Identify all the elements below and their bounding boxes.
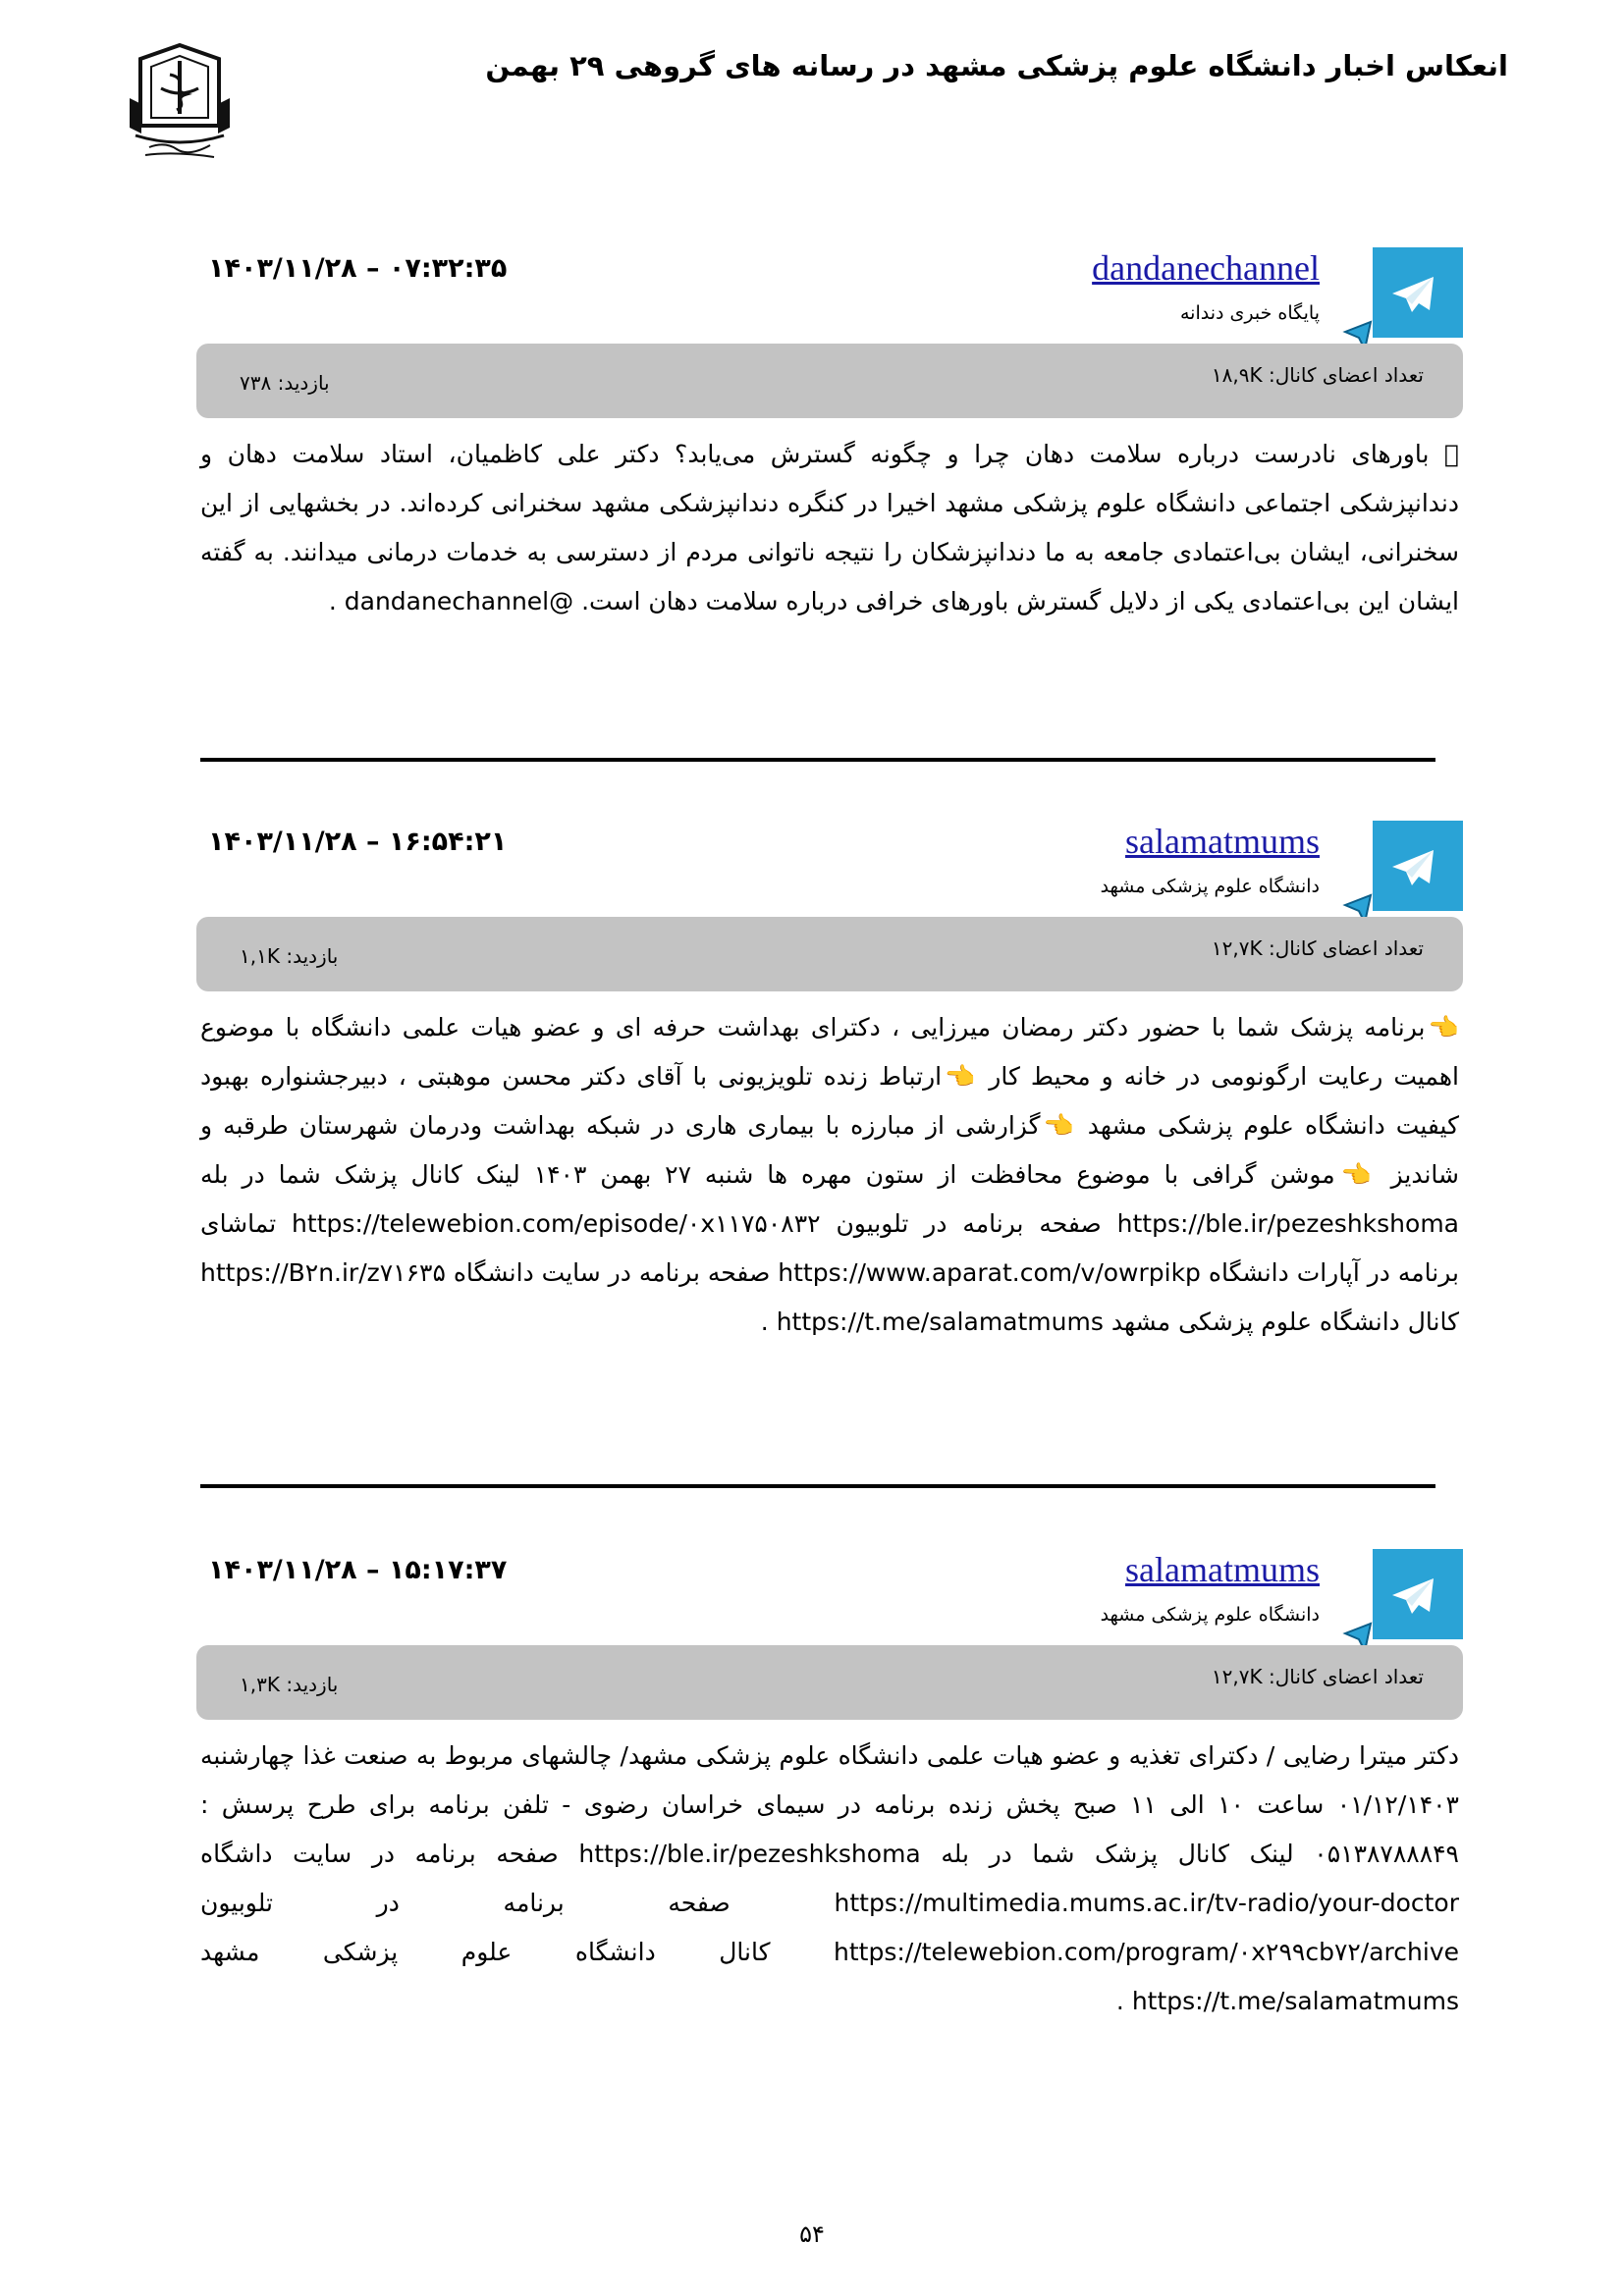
telegram-icon	[1373, 821, 1463, 911]
post-1	[196, 247, 1463, 626]
channel-link[interactable]: dandanechannel	[1092, 248, 1320, 288]
post-header	[196, 1549, 1463, 1657]
stats-bar	[196, 344, 1463, 418]
channel-link[interactable]: salamatmums	[1125, 822, 1320, 861]
channel-description: دانشگاه علوم پزشکی مشهد	[1100, 876, 1320, 897]
post-text: دکتر میترا رضایی / دکترای تغذیه و عضو هیات علمی دانشگاه علوم پزشکی مشهد/ چالشهای مربوط به صنعت غذا چهارشنبه ۰۱/۱۲/۱۴۰۳ ساعت ۱۰ الی ۱۱ صبح پخش زنده برنامه در سیمای خراسان رضوی - تلفن برنامه برای طرح پرسش : ۰۵۱۳۸۷۸۸۸۴۹ لینک کانال پزشک شما در بله https://ble.ir/pezeshkshoma صفحه برنامه در سایت داشگاه https://multimedia.mums.ac.ir/tv-radio/your-doctor صفحه برنامه در تلوبیون https://telewebion.com/program/۰x۲۹۹cb۷۲/archive کانال دانشگاه علوم پزشکی مشهد https://t.me/salamatmums .	[200, 1741, 1459, 2015]
view-count: بازدید: ۱,۱K	[240, 944, 339, 968]
member-count: تعداد اعضای کانال: ۱۲,۷K	[1211, 936, 1424, 960]
post-header	[196, 247, 1463, 355]
post-datetime: ۱۴۰۳/۱۱/۲۸ – ۱۶:۵۴:۲۱	[208, 827, 508, 857]
page-title: انعکاس اخبار دانشگاه علوم پزشکی مشهد در رسانه های گروهی ۲۹ بهمن	[485, 49, 1508, 82]
page-number: ۵۴	[799, 2220, 825, 2248]
view-count: بازدید: ۱,۳K	[240, 1673, 339, 1696]
telegram-icon	[1373, 247, 1463, 338]
channel-description: پایگاه خبری دندانه	[1180, 302, 1320, 324]
stats-bar	[196, 1645, 1463, 1720]
channel-description: دانشگاه علوم پزشکی مشهد	[1100, 1604, 1320, 1626]
view-count: بازدید: ۷۳۸	[240, 371, 330, 395]
post-text: 􁃠 باورهای نادرست درباره سلامت دهان چرا و چگونه گسترش می‌یابد؟ دکتر علی کاظمیان، استاد سلامت دهان و دندانپزشکی اجتماعی دانشگاه علوم پزشکی مشهد اخیرا در کنگره دندانپزشکی مشهد سخنرانی کرده‌اند. در بخشهایی از این سخنرانی، ایشان بی‌اعتمادی جامعه به ما دندانپزشکان را نتیجه ناتوانی مردم از دسترسی به خدمات درمانی میدانند. به گفته ایشان این بی‌اعتمادی یکی از دلایل گسترش باورهای خرافی درباره سلامت دهان است. @dandanechannel .	[200, 440, 1459, 615]
stats-bar	[196, 917, 1463, 991]
post-text: 👈برنامه پزشک شما با حضور دکتر رمضان میرزایی ، دکترای بهداشت حرفه ای و عضو هیات علمی دانشگاه با موضوع اهمیت رعایت ارگونومی در خانه و محیط کار 👈ارتباط زنده تلویزیونی با آقای دکتر محسن موهبتی ، دبیرجشنواره بهبود کیفیت دانشگاه علوم پزشکی مشهد 👈گزارشی از مبارزه با بیماری هاری در شبکه بهداشت ودرمان شهرستان طرقبه و شاندیز 👈موشن گرافی با موضوع محافظت از ستون مهره ها شنبه ۲۷ بهمن ۱۴۰۳ لینک کانال پزشک شما در بله https://ble.ir/pezeshkshoma صفحه برنامه در تلوبیون https://telewebion.com/episode/۰x۱۱۷۵۰۸۳۲ تماشای برنامه در آپارات دانشگاه https://www.aparat.com/v/owrpikp صفحه برنامه در سایت دانشگاه https://B۲n.ir/z۷۱۶۳۵ کانال دانشگاه علوم پزشکی مشهد https://t.me/salamatmums .	[200, 1013, 1459, 1336]
post-2	[196, 821, 1463, 1347]
post-datetime: ۱۴۰۳/۱۱/۲۸ – ۰۷:۳۲:۳۵	[208, 253, 508, 284]
channel-link[interactable]: salamatmums	[1125, 1550, 1320, 1589]
member-count: تعداد اعضای کانال: ۱۸,۹K	[1211, 363, 1424, 387]
telegram-icon	[1373, 1549, 1463, 1639]
divider	[200, 758, 1435, 762]
divider	[200, 1484, 1435, 1488]
post-datetime: ۱۴۰۳/۱۱/۲۸ – ۱۵:۱۷:۳۷	[208, 1555, 508, 1585]
member-count: تعداد اعضای کانال: ۱۲,۷K	[1211, 1665, 1424, 1688]
university-logo	[116, 39, 244, 165]
post-3	[196, 1549, 1463, 2026]
post-header	[196, 821, 1463, 929]
